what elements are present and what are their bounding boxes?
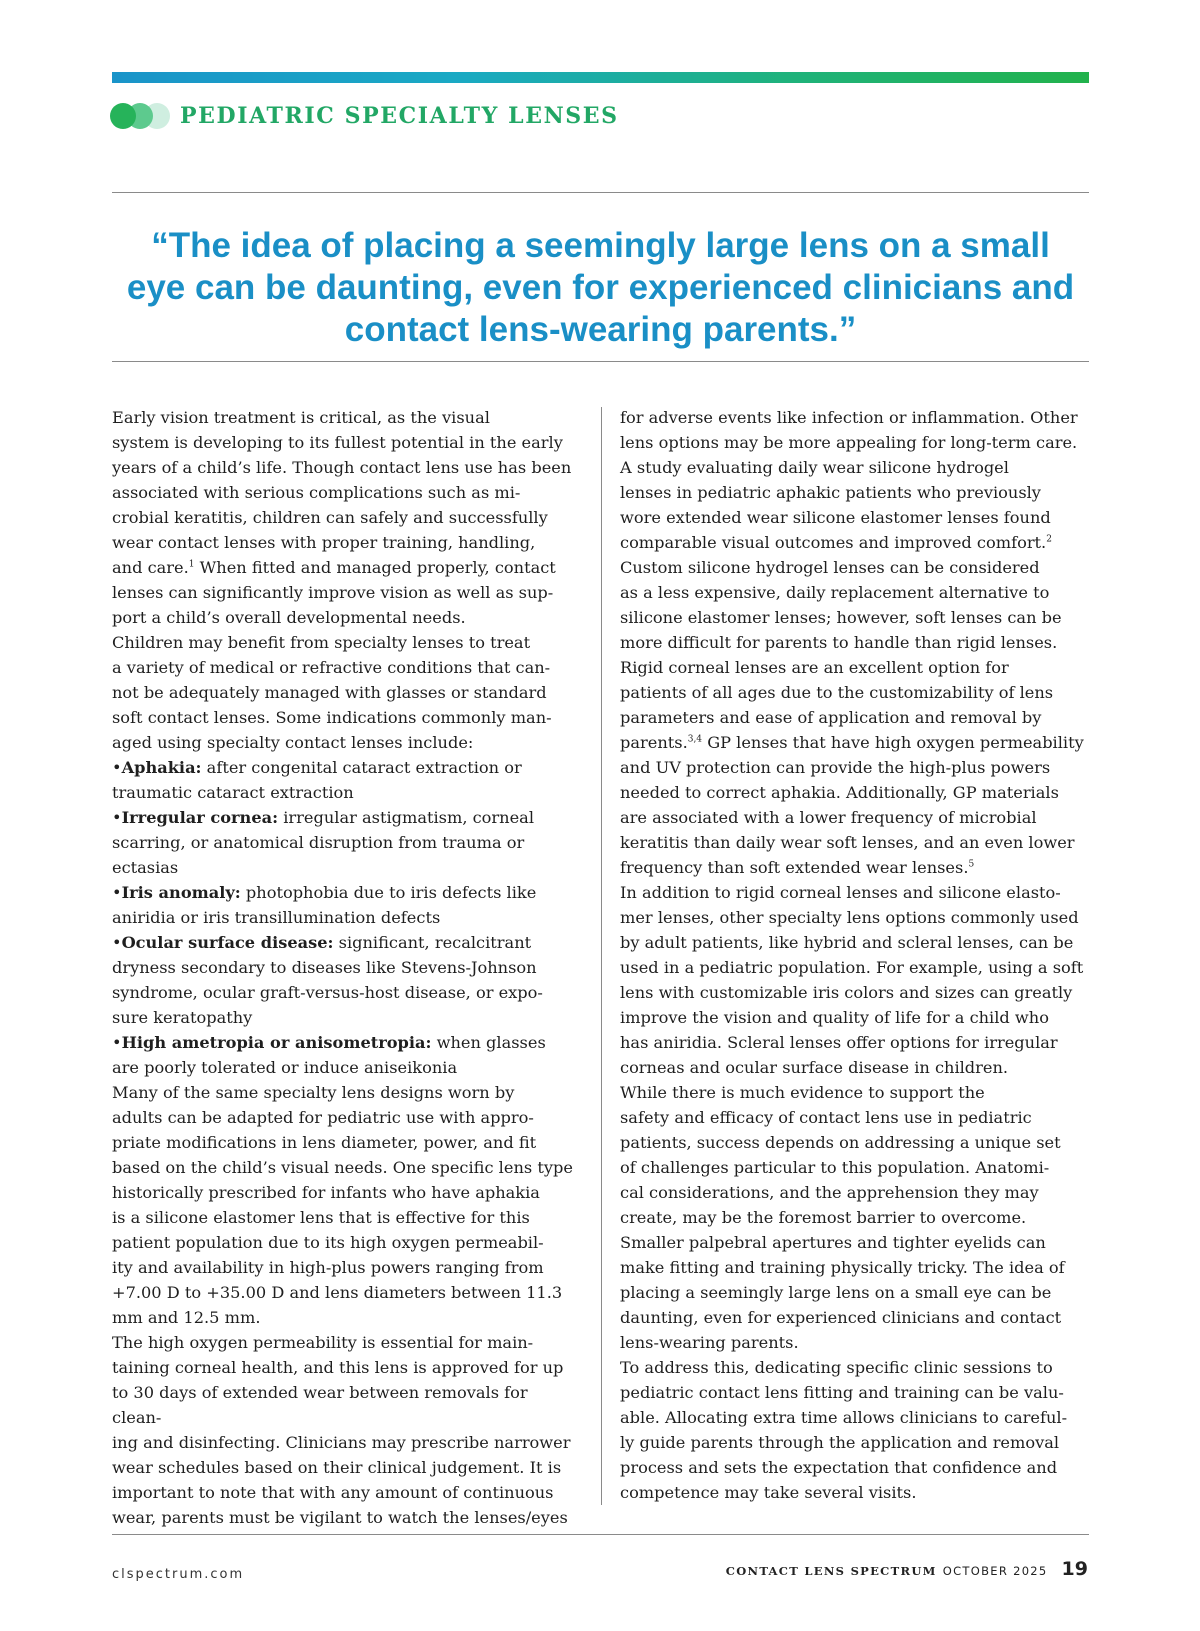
paragraph [620,880,1090,1080]
paragraph [112,630,582,755]
bullet-text: significant, recalcitrant dryness secondary to diseases like Stevens-Johnson syndrome, ocular graft-versus-host disease, or expo- sure keratopathy [112,933,543,1027]
footer-rule [112,1534,1089,1535]
paragraph-text: for adverse events like infection or inflammation. Other lens options may be more appealing for long-term care. [620,408,1078,452]
bullet-text: irregular astigmatism, corneal scarring, or anatomical disruption from trauma or ectasias [112,808,535,877]
bullet-item: •High ametropia or anisometropia: when glasses are poorly tolerated or induce aniseikonia [112,1033,546,1077]
pullquote-top-rule [112,192,1089,193]
section-header [110,101,619,131]
paragraph-text: Children may benefit from specialty lenses to treat a variety of medical or refractive conditions that can- not be adequately managed with glasses or standard soft contact lenses. Some indications commonly man- aged using specialty contact lenses include: [112,633,552,752]
magazine-name: CONTACT LENS SPECTRUM [725,1564,937,1578]
pullquote-bottom-rule [112,361,1089,362]
reference-marker: 3,4 [687,734,703,745]
paragraph-text: When fitted and managed properly, contact lenses can significantly improve vision as well as sup- port a child’s overall developmental needs. [112,558,556,627]
bullet-term: Irregular cornea: [121,808,279,827]
paragraph [620,455,1090,655]
paragraph-text: In addition to rigid corneal lenses and silicone elasto- mer lenses, other specialty lens options commonly used by adult patients, like hybrid and scleral lenses, can be used in a pediatric population. For example, using a soft lens with customizable iris colors and sizes can greatly improve the vision and quality of life for a child who has aniridia. Scleral lenses offer options for irregular corneas and ocular surface disease in children. [620,883,1084,1077]
footer-website: clspectrum.com [112,1567,245,1582]
reference-marker: 2 [1046,534,1052,545]
reference-marker: 1 [188,559,195,570]
pull-quote-line: contact lens-wearing parents.” [344,310,857,349]
paragraph [112,1330,582,1530]
bullet-text: after congenital cataract extraction or traumatic cataract extraction [112,758,522,802]
paragraph [620,1355,1090,1505]
bullet-term: Iris anomaly: [121,883,241,902]
pull-quote-line: eye can be daunting, even for experienced clinicians and [126,268,1075,307]
bullet-text: photophobia due to iris defects like aniridia or iris transillumination defects [112,883,537,927]
section-dots-icon [110,103,172,129]
paragraph [620,1080,1090,1355]
article-column-left [112,405,582,1530]
paragraph [620,405,1090,455]
paragraph-text: While there is much evidence to support the safety and efficacy of contact lens use in pediatric patients, success depends on addressing a unique set of challenges particular to this population. Anatomi- cal considerations, and the apprehension they may create, may be the foremost barrier to overcome. Smaller palpebral apertures and tighter eyelids can make fitting and training physically tricky. The idea of placing a seemingly large lens on a small eye can be daunting, even for experienced clinicians and contact lens-wearing parents. [620,1083,1065,1352]
bullet-item: •Ocular surface disease: significant, recalcitrant dryness secondary to diseases like Stevens-Johnson syndrome, ocular graft-versus-host disease, or expo- sure keratopathy [112,933,543,1027]
pull-quote-line: “The idea of placing a seemingly large lens on a small [151,226,1050,265]
paragraph-text: Rigid corneal lenses are an excellent option for patients of all ages due to the customizability of lens parameters and ease of application and removal by parents. [620,658,1054,752]
bullet-term: Aphakia: [121,758,202,777]
bullet-item: •Aphakia: after congenital cataract extraction or traumatic cataract extraction [112,758,522,802]
paragraph [112,1080,582,1330]
paragraph [112,405,582,630]
header-gradient-bar [112,72,1089,83]
paragraph-text: A study evaluating daily wear silicone hydrogel lenses in pediatric aphakic patients who previously wore extended wear silicone elastomer lenses found comparable visual outcomes and improved comfort. [620,458,1051,552]
bullet-item: •Iris anomaly: photophobia due to iris defects like aniridia or iris transillumination defects [112,883,537,927]
bullet-text: when glasses are poorly tolerated or induce aniseikonia [112,1033,546,1077]
section-title: PEDIATRIC SPECIALTY LENSES [180,103,619,129]
paragraph-text: Many of the same specialty lens designs worn by adults can be adapted for pediatric use with appro- priate modifications in lens diameter, power, and fit based on the child’s visual needs. One specific lens type historically prescribed for infants who have aphakia is a silicone elastomer lens that is effective for this patient population due to its high oxygen permeabil- ity and availability in high-plus powers ranging from +7.00 D to +35.00 D and lens diameters between 11.3 mm and 12.5 mm. [112,1083,573,1327]
page-number: 19 [1061,1558,1088,1580]
pull-quote [112,225,1089,351]
paragraph-text: Custom silicone hydrogel lenses can be considered as a less expensive, daily replacement alternative to silicone elastomer lenses; however, soft lenses can be more difficult for parents to handle than rigid lenses. [620,558,1062,652]
paragraph-text: GP lenses that have high oxygen permeability and UV protection can provide the high-plus powers needed to correct aphakia. Additionally, GP materials are associated with a lower frequency of microbial keratitis than daily wear soft lenses, and an even lower frequency than soft extended wear lenses. [620,733,1084,877]
paragraph-text: Early vision treatment is critical, as the visual system is developing to its fullest potential in the early years of a child’s life. Though contact lens use has been associated with serious complications such as mi- crobial keratitis, children can safely and successfully wear contact lenses with proper training, handling, and care. [112,408,572,577]
paragraph-text: To address this, dedicating specific clinic sessions to pediatric contact lens fitting and training can be valu- able. Allocating extra time allows clinicians to careful- ly guide parents through the application and removal process and sets the expectation that confidence and competence may take several visits. [620,1358,1068,1502]
bullet-term: High ametropia or anisometropia: [121,1033,432,1052]
footer-meta [726,1558,1088,1580]
bullet-item: •Irregular cornea: irregular astigmatism, corneal scarring, or anatomical disruption from trauma or ectasias [112,808,535,877]
dot-dark-icon [110,103,136,129]
reference-marker: 5 [968,859,975,870]
column-divider [601,407,602,1505]
issue-date: OCTOBER 2025 [942,1564,1048,1578]
paragraph-text: The high oxygen permeability is essential for main- taining corneal health, and this lens is approved for up to 30 days of extended wear between removals for clean- ing and disinfecting. Clinicians may prescribe narrower wear schedules based on their clinical judgement. It is important to note that with any amount of continuous wear, parents must be vigilant to watch the lenses/eyes [112,1333,571,1527]
bullet-term: Ocular surface disease: [121,933,334,952]
paragraph [620,655,1090,880]
article-column-right [620,405,1090,1505]
